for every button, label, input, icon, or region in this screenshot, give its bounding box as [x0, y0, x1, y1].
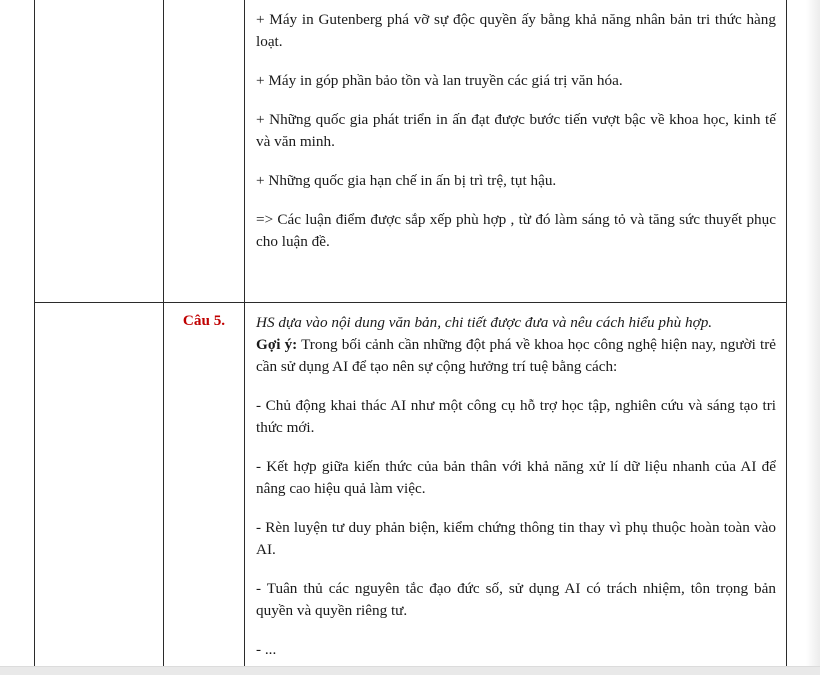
- empty-cell: [164, 0, 245, 303]
- table-row: [35, 0, 787, 303]
- point-paragraph: - Rèn luyện tư duy phản biện, kiểm chứng thông tin thay vì phụ thuộc hoàn toàn vào AI.: [256, 519, 776, 558]
- question-label: Câu 5.: [164, 303, 245, 675]
- empty-cell: [35, 303, 164, 675]
- answer-content-cell: [245, 0, 787, 303]
- answer-content-cell: [245, 303, 787, 675]
- empty-cell: [35, 0, 164, 303]
- intro-instruction: HS dựa vào nội dung văn bản, chi tiết được đưa và nêu cách hiểu phù hợp.: [256, 314, 713, 331]
- ellipsis-paragraph: - ...: [256, 641, 277, 658]
- answer-paragraph: + Máy in Gutenberg phá vỡ sự độc quyền ấy bằng khả năng nhân bản tri thức hàng loạt.: [256, 11, 776, 50]
- point-paragraph: - Tuân thủ các nguyên tắc đạo đức số, sử dụng AI có trách nhiệm, tôn trọng bản quyền và quyền riêng tư.: [256, 580, 776, 619]
- answer-table: [34, 0, 787, 675]
- point-paragraph: - Kết hợp giữa kiến thức của bản thân với khả năng xử lí dữ liệu nhanh của AI để nâng cao hiệu quả làm việc.: [256, 458, 776, 497]
- bottom-scroll-edge: [0, 666, 820, 675]
- hint-text: Trong bối cảnh cần những đột phá về khoa học công nghệ hiện nay, người trẻ cần sử dụng AI để tạo nên sự cộng hưởng trí tuệ bằng cách:: [256, 336, 776, 375]
- hint-paragraph: [256, 334, 776, 378]
- point-paragraph: - Chủ động khai thác AI như một công cụ hỗ trợ học tập, nghiên cứu và sáng tạo tri thức mới.: [256, 397, 776, 436]
- answer-paragraph: + Máy in góp phần bảo tồn và lan truyền các giá trị văn hóa.: [256, 72, 623, 89]
- answer-paragraph: + Những quốc gia phát triển in ấn đạt được bước tiến vượt bậc về khoa học, kinh tế và văn minh.: [256, 111, 776, 150]
- answer-paragraph: => Các luận điểm được sắp xếp phù hợp , từ đó làm sáng tỏ và tăng sức thuyết phục cho luận đề.: [256, 211, 776, 250]
- page-edge-shadow: [806, 0, 820, 675]
- answer-paragraph: + Những quốc gia hạn chế in ấn bị trì trệ, tụt hậu.: [256, 172, 557, 189]
- table-row: [35, 303, 787, 675]
- hint-label: Gợi ý:: [256, 336, 298, 353]
